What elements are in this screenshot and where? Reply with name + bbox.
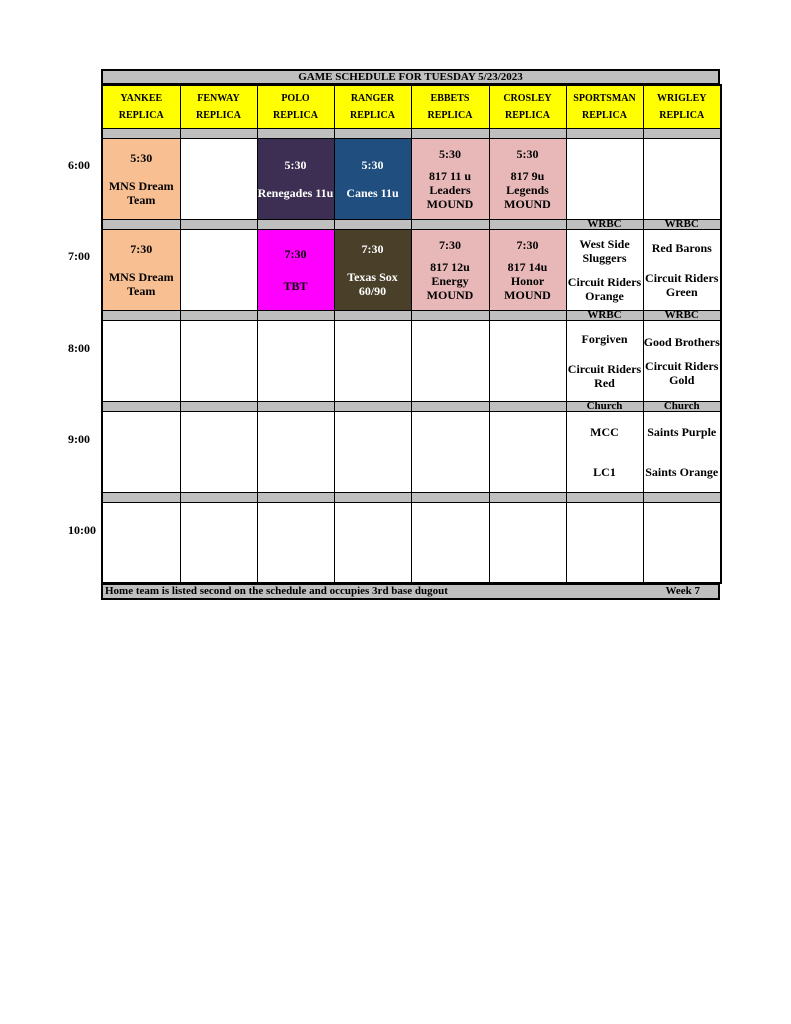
field-header-ranger: RANGER REPLICA [334, 85, 411, 128]
field-header-ebbets: EBBETS REPLICA [411, 85, 489, 128]
league-label: WRBC [566, 310, 643, 320]
time-label-9: 9:00 [68, 432, 90, 446]
empty-cell [643, 502, 721, 583]
empty-cell [566, 138, 643, 219]
empty-cell [180, 320, 257, 401]
empty-cell [489, 502, 566, 583]
empty-cell [566, 502, 643, 583]
separator-row [102, 492, 721, 502]
schedule-table [101, 84, 722, 584]
game-cell: 5:30 817 11 u Leaders MOUND [411, 138, 489, 219]
field-header-fenway: FENWAY REPLICA [180, 85, 257, 128]
field-header-wrigley: WRIGLEY REPLICA [643, 85, 721, 128]
league-label: Church [566, 401, 643, 411]
slot-row-10 [102, 502, 721, 583]
game-cell: 7:30 Texas Sox 60/90 [334, 229, 411, 310]
empty-cell [411, 320, 489, 401]
league-label: WRBC [643, 310, 721, 320]
empty-cell [102, 411, 180, 492]
league-label: WRBC [643, 219, 721, 229]
schedule-sheet [101, 69, 720, 600]
field-header-crosley: CROSLEY REPLICA [489, 85, 566, 128]
schedule-title: GAME SCHEDULE FOR TUESDAY 5/23/2023 [101, 69, 720, 84]
empty-cell [257, 411, 334, 492]
game-cell: 5:30 Renegades 11u [257, 138, 334, 219]
empty-cell [334, 320, 411, 401]
slot-row-7 [102, 229, 721, 310]
home-team-note: Home team is listed second on the schedule and occupies 3rd base dugout [105, 585, 448, 597]
time-label-6: 6:00 [68, 158, 90, 172]
field-header-sportsman: SPORTSMAN REPLICA [566, 85, 643, 128]
league-label: WRBC [566, 219, 643, 229]
league-label: Church [643, 401, 721, 411]
time-label-7: 7:00 [68, 249, 90, 263]
time-label-8: 8:00 [68, 341, 90, 355]
empty-cell [180, 502, 257, 583]
separator-row [102, 310, 721, 320]
game-cell: Red Barons Circuit Riders Green [643, 229, 721, 310]
game-cell: 7:30 817 14u Honor MOUND [489, 229, 566, 310]
empty-cell [334, 411, 411, 492]
empty-cell [411, 411, 489, 492]
game-cell: 7:30 MNS Dream Team [102, 229, 180, 310]
slot-row-8 [102, 320, 721, 401]
empty-cell [180, 138, 257, 219]
field-header-yankee: YANKEE REPLICA [102, 85, 180, 128]
empty-cell [334, 502, 411, 583]
empty-cell [180, 411, 257, 492]
field-header-polo: POLO REPLICA [257, 85, 334, 128]
empty-cell [102, 320, 180, 401]
game-cell: Good Brothers Circuit Riders Gold [643, 320, 721, 401]
empty-cell [643, 138, 721, 219]
game-cell: 7:30 TBT [257, 229, 334, 310]
empty-cell [257, 320, 334, 401]
game-cell: Forgiven Circuit Riders Red [566, 320, 643, 401]
empty-cell [257, 502, 334, 583]
game-cell: 5:30 Canes 11u [334, 138, 411, 219]
empty-cell [411, 502, 489, 583]
empty-cell [489, 411, 566, 492]
game-cell: 5:30 MNS Dream Team [102, 138, 180, 219]
field-header-row [102, 85, 721, 128]
empty-cell [489, 320, 566, 401]
separator-row [102, 401, 721, 411]
game-cell: 5:30 817 9u Legends MOUND [489, 138, 566, 219]
separator-row [102, 219, 721, 229]
empty-cell [102, 502, 180, 583]
slot-row-6 [102, 138, 721, 219]
empty-cell [180, 229, 257, 310]
game-cell: 7:30 817 12u Energy MOUND [411, 229, 489, 310]
separator-row [102, 128, 721, 138]
game-cell: MCC LC1 [566, 411, 643, 492]
time-label-10: 10:00 [68, 523, 96, 537]
week-label: Week 7 [665, 585, 700, 597]
game-cell: Saints Purple Saints Orange [643, 411, 721, 492]
game-cell: West Side Sluggers Circuit Riders Orange [566, 229, 643, 310]
slot-row-9 [102, 411, 721, 492]
schedule-footer [101, 584, 720, 600]
